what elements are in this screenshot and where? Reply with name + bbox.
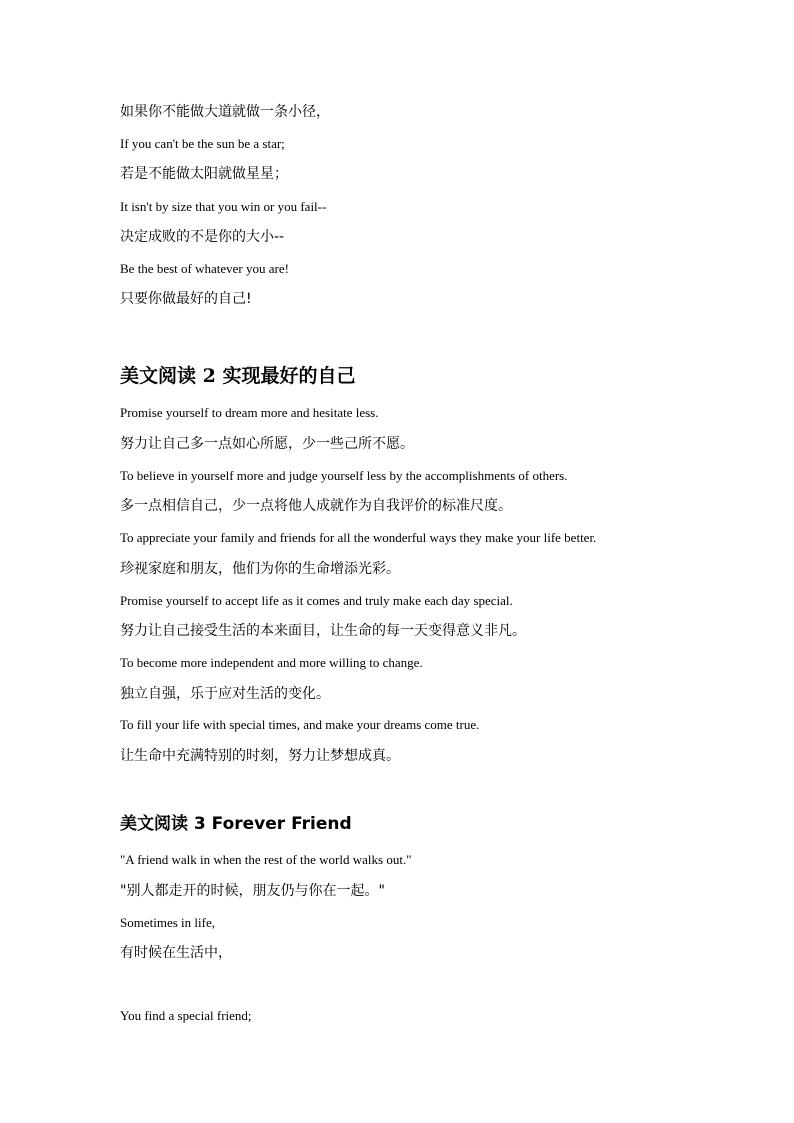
- article-line-1: Promise yourself to dream more and hesitate less.: [120, 405, 379, 420]
- poem-line-7: 只要你做最好的自己!: [120, 291, 252, 307]
- article-line-10: 独立自强，乐于应对生活的变化。: [120, 686, 330, 702]
- section-2-title: 美文阅读 2 实现最好的自己: [120, 365, 356, 387]
- poem-line-1: 如果你不能做大道就做一条小径，: [120, 104, 330, 120]
- article-line-8: 努力让自己接受生活的本来面目，让生命的每一天变得意义非凡。: [120, 623, 526, 639]
- article-line-7: Promise yourself to accept life as it comes and truly make each day special.: [120, 593, 513, 608]
- article-line-3: To believe in yourself more and judge yourself less by the accomplishments of others.: [120, 468, 568, 483]
- friend-line-4: 有时候在生活中，: [120, 945, 232, 961]
- article-line-6: 珍视家庭和朋友，他们为你的生命增添光彩。: [120, 561, 400, 577]
- poem-line-5: 决定成败的不是你的大小--: [120, 229, 285, 245]
- article-line-12: 让生命中充满特别的时刻，努力让梦想成真。: [120, 748, 400, 764]
- article-line-11: To fill your life with special times, and make your dreams come true.: [120, 717, 480, 732]
- poem-line-2: If you can't be the sun be a star;: [120, 136, 285, 151]
- friend-line-1: "A friend walk in when the rest of the world walks out.": [120, 852, 412, 867]
- poem-line-6: Be the best of whatever you are!: [120, 261, 289, 276]
- section-3-title: 美文阅读 3 Forever Friend: [120, 814, 352, 834]
- poem-line-3: 若是不能做太阳就做星星；: [120, 166, 288, 182]
- article-line-5: To appreciate your family and friends for all the wonderful ways they make your life better.: [120, 530, 597, 545]
- friend-line-3: Sometimes in life,: [120, 915, 215, 930]
- article-line-2: 努力让自己多一点如心所愿，少一些己所不愿。: [120, 436, 414, 452]
- friend-line-5: You find a special friend;: [120, 1008, 252, 1023]
- poem-line-4: It isn't by size that you win or you fail--: [120, 199, 327, 214]
- friend-line-2: "别人都走开的时候，朋友仍与你在一起。": [120, 883, 385, 899]
- article-line-4: 多一点相信自己，少一点将他人成就作为自我评价的标准尺度。: [120, 498, 512, 514]
- article-line-9: To become more independent and more willing to change.: [120, 655, 423, 670]
